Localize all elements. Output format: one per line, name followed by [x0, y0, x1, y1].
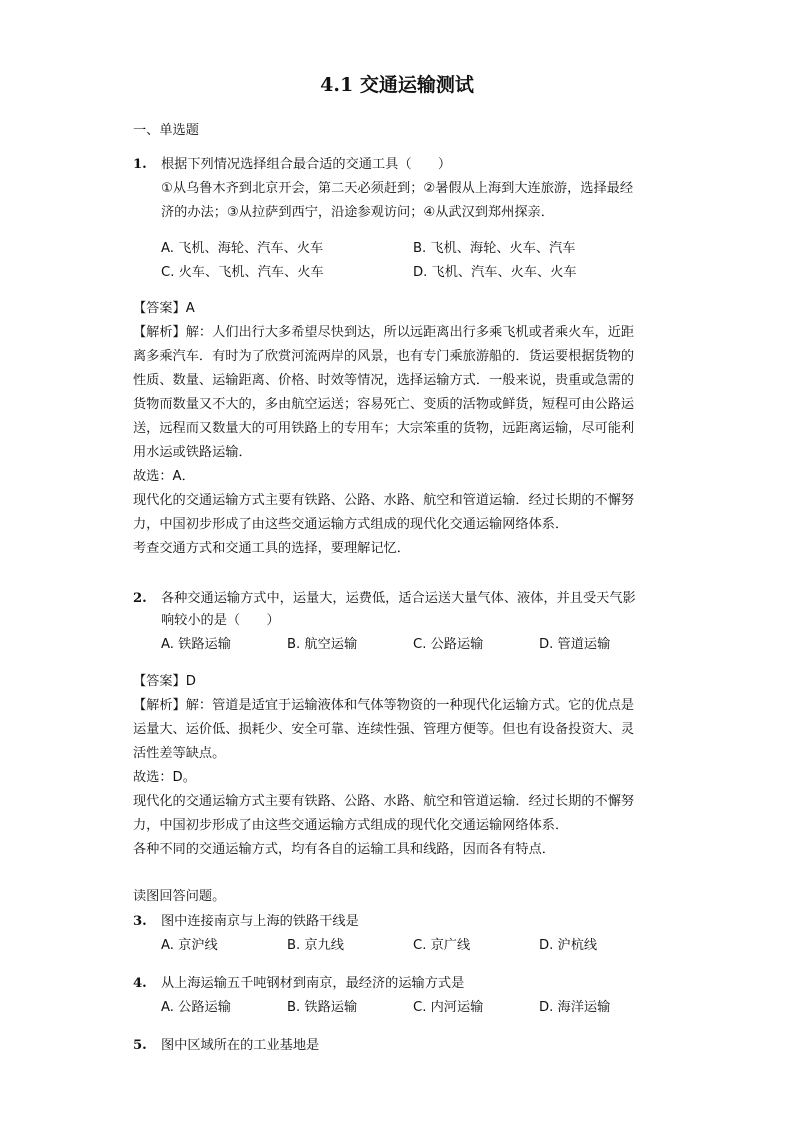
analysis-line: 现代化的交通运输方式主要有铁路、公路、水路、航空和管道运输．经过长期的不懈努	[133, 493, 635, 508]
option-a: A. 飞机、海轮、汽车、火车	[161, 241, 324, 256]
page-title: 4.1 交通运输测试	[320, 74, 474, 96]
option-c: C. 内河运输	[413, 1000, 484, 1015]
analysis-line: 送，远程而又数量大的可用铁路上的专用车；大宗笨重的货物，远距离运输，尽可能利	[133, 421, 635, 436]
analysis-line: 力，中国初步形成了由这些交通运输方式组成的现代化交通运输网络体系．	[133, 818, 569, 833]
question-number: 3.	[133, 914, 147, 929]
analysis-line: 【解析】解：管道是适宜于运输液体和气体等物资的一种现代化运输方式。它的优点是	[133, 698, 635, 713]
analysis-line: 【解析】解：人们出行大多希望尽快到达，所以远距离出行多乘飞机或者乘火车，近距	[133, 325, 635, 340]
option-c: C. 火车、飞机、汽车、火车	[161, 265, 324, 280]
question-stem: ①从乌鲁木齐到北京开会，第二天必须赶到；②暑假从上海到大连旅游，选择最经	[161, 181, 634, 196]
analysis-line: 各种不同的交通运输方式，均有各自的运输工具和线路，因而各有特点．	[133, 842, 555, 857]
question-stem: 响较小的是（ ）	[161, 613, 280, 628]
question-stem: 济的办法；③从拉萨到西宁，沿途参观访问；④从武汉到郑州探亲．	[161, 205, 554, 220]
option-d: D. 管道运输	[539, 637, 611, 652]
answer: 【答案】D	[133, 674, 196, 689]
question-number: 4.	[133, 976, 147, 991]
question-number: 5.	[133, 1038, 147, 1053]
question-stem: 根据下列情况选择组合最合适的交通工具（ ）	[161, 157, 452, 172]
option-a: A. 铁路运输	[161, 637, 231, 652]
analysis-line: 故选：A．	[133, 469, 195, 484]
question-stem: 从上海运输五千吨钢材到南京，最经济的运输方式是	[161, 976, 465, 991]
option-b: B. 铁路运输	[287, 1000, 358, 1015]
option-b: B. 飞机、海轮、火车、汽车	[413, 241, 576, 256]
option-b: B. 京九线	[287, 938, 344, 953]
option-d: D. 沪杭线	[539, 938, 598, 953]
analysis-line: 运量大、运价低、损耗少、安全可靠、连续性强、管理方便等。但也有设备投资大、灵	[133, 722, 635, 737]
option-c: C. 京广线	[413, 938, 471, 953]
question-stem: 图中连接南京与上海的铁路干线是	[161, 914, 359, 929]
analysis-line: 力，中国初步形成了由这些交通运输方式组成的现代化交通运输网络体系．	[133, 517, 569, 532]
analysis-line: 性质、数量、运输距离、价格、时效等情况，选择运输方式．一般来说，贵重或急需的	[133, 373, 635, 388]
analysis-line: 货物而数量又不大的，多由航空运送；容易死亡、变质的活物或鲜货，短程可由公路运	[133, 397, 635, 412]
question-stem: 各种交通运输方式中，运量大，运费低，适合运送大量气体、液体，并且受天气影	[161, 591, 636, 606]
analysis-line: 现代化的交通运输方式主要有铁路、公路、水路、航空和管道运输．经过长期的不懈努	[133, 794, 635, 809]
analysis-line: 考查交通方式和交通工具的选择，要理解记忆．	[133, 541, 410, 556]
question-number: 1.	[133, 157, 147, 172]
answer: 【答案】A	[133, 301, 195, 316]
option-d: D. 飞机、汽车、火车、火车	[413, 265, 577, 280]
analysis-line: 活性差等缺点。	[133, 746, 226, 761]
question-stem: 图中区域所在的工业基地是	[161, 1038, 320, 1053]
instruction: 读图回答问题。	[133, 889, 226, 904]
option-d: D. 海洋运输	[539, 1000, 611, 1015]
question-number: 2.	[133, 591, 147, 606]
analysis-line: 离多乘汽车．有时为了欣赏河流两岸的风景，也有专门乘旅游船的．货运要根据货物的	[133, 349, 635, 364]
option-b: B. 航空运输	[287, 637, 358, 652]
option-c: C. 公路运输	[413, 637, 484, 652]
analysis-line: 用水运或铁路运输．	[133, 445, 252, 460]
option-a: A. 京沪线	[161, 938, 218, 953]
section-heading: 一、单选题	[133, 123, 199, 138]
analysis-line: 故选：D。	[133, 770, 196, 785]
option-a: A. 公路运输	[161, 1000, 231, 1015]
